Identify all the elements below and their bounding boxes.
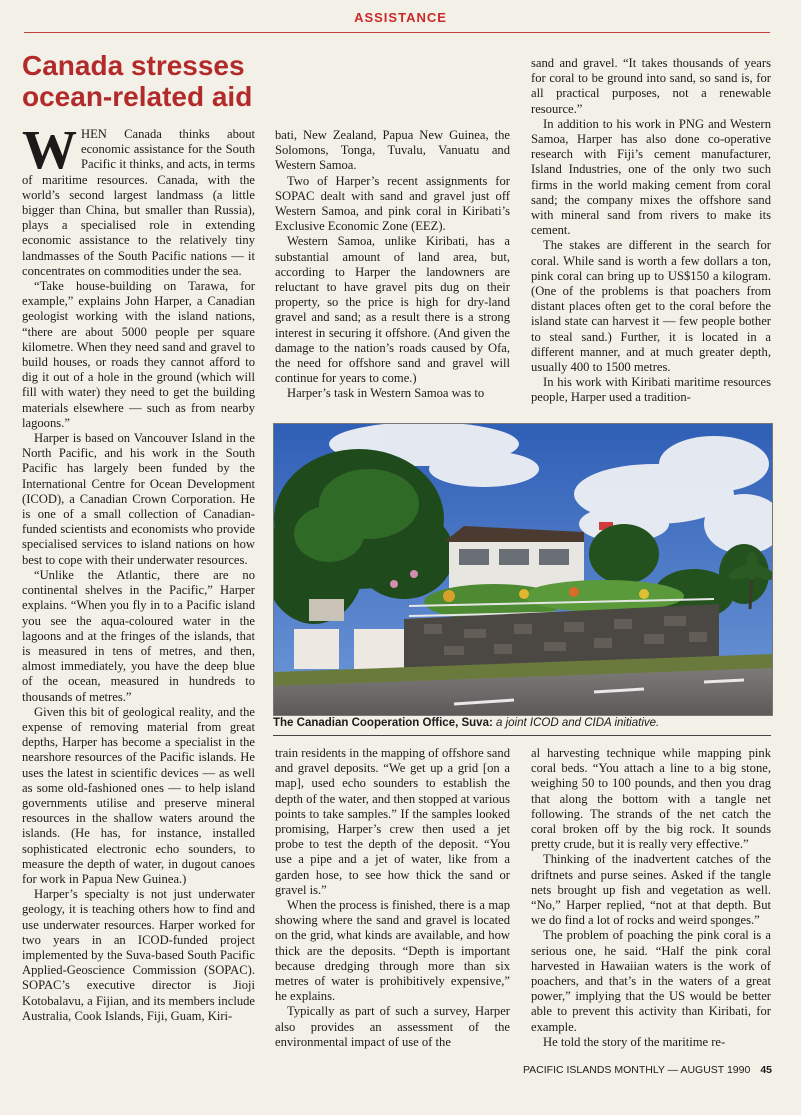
photo-caption — [273, 717, 771, 729]
page-footer — [522, 1064, 772, 1076]
paragraph: “Take house-building on Tarawa, for example,” explains John Harper, a Canadian geologist working with the island nations, “there are about 5000 people per square kilometre. When they need sand and gravel to build houses, or roads they cannot afford to dig it out of a hole in the ground (which will fill with water) they need to get the building materials elsewhere — such as from nearby lagoons.” — [22, 279, 255, 430]
caption-description: a joint ICOD and CIDA initiative. — [496, 717, 660, 729]
paragraph: Given this bit of geological reality, and the expense of removing material from great depths, Harper has become a specialist in the nearshore resources of the Pacific islands. He uses the latest in scientific devices — as well as some old-fashioned ones — to help island governments utilise and preserve mineral resources in the shallow waters around the islands. (He has, for instance, installed sophisticated electronic echo sounders, to measure the depth of water, in dugout canoes for work in Papua New Guinea.) — [22, 704, 255, 886]
article-column-3 — [531, 56, 771, 416]
paragraph: In addition to his work in PNG and Western Samoa, Harper has also done co-operative research with Fiji’s cement manufacturer, Island Industries, one of the only two such firms in the world making cement from coral sand; the company mixes the offshore sand with mineral sand from rivers to make its cement. — [531, 116, 771, 238]
paragraph: Typically as part of such a survey, Harper also provides an assessment of the environmental impact of use of the — [275, 1004, 510, 1049]
paragraph: Harper is based on Vancouver Island in the North Pacific, and his work in the South Pacific has largely been funded by the International Centre for Ocean Development (ICOD), a Canadian Crown Corporation. He is one of a small collection of Canadian-funded scientists and economists who provide specialised services to island nations on how best to cope with their underwater resources. — [22, 431, 255, 567]
paragraph: “Unlike the Atlantic, there are no continental shelves in the Pacific,” Harper explains. “When you fly in to a Pacific island you see the aqua-coloured water in the lagoons and at the fringes of the islands, that is measured in tens of metres, and then, almost immediately, you have the deep blue of the ocean, measured in hundreds to thousands of metres.” — [22, 567, 255, 704]
page-number: 45 — [760, 1064, 772, 1076]
article-column-2-continued — [275, 746, 510, 1062]
top-rule — [24, 32, 770, 33]
paragraph: Western Samoa, unlike Kiribati, has a substantial amount of land area, but, according to Harper the landowners are reluctant to have gravel pits dug on their property, so the price is high for dry-land gravel and sand; as a result there is a strong interest in securing it offshore. (And given the damage to the nation’s roads caused by Ofa, the need for offshore sand and gravel will continue for years to come.) — [275, 234, 510, 386]
paragraph: al harvesting technique while mapping pink coral beds. “You attach a line to a big stone, weighing 50 to 100 pounds, and then you drag that along the bottom with a tangle net following. The strands of the net catch the coral broken off by the big rock. It sounds pretty crude, but it is really very effective.” — [531, 746, 771, 852]
publication-name: PACIFIC ISLANDS MONTHLY — AUGUST 1990 — [522, 1064, 751, 1076]
paragraph: train residents in the mapping of offshore sand and gravel deposits. “We get up a grid [on a map], used echo sounders to establish the depth of the water, and then stopped at various points to take samples.” If the samples looked promising, Harper’s crew then used a jet probe to test the depth of the deposit. “You use a pipe and a jet of water, like from a garden hose, to see how thick the sand or gravel is.” — [275, 746, 510, 897]
caption-rule — [273, 735, 771, 736]
paragraph: The stakes are different in the search for coral. While sand is worth a few dollars a ton, pink coral can bring up to US$150 a kilogram. (One of the problems is that poachers from distant places often get to the coral before the island state can harvest it — few people bother to steal sand.) Further, it is located in a different manner, and at much greater depth, usually 400 to 1500 metres. — [531, 238, 771, 375]
caption-title: The Canadian Cooperation Office, Suva: — [273, 717, 493, 729]
paragraph — [22, 127, 255, 279]
section-label: ASSISTANCE — [354, 10, 447, 25]
paragraph: Harper’s specialty is not just underwater geology, it is teaching others how to find and use underwater resources. Harper worked for two years in an ICOD-funded project implemented by the Suva-based South Pacific Applied-Geoscience Commission (SOPAC). SOPAC’s executive director is Jioji Kotobalavu, a Fijian, and its members include Australia, Cook Islands, Fiji, Guam, Kiri- — [22, 887, 255, 1023]
paragraph: sand and gravel. “It takes thousands of years for coral to be ground into sand, so sand is, for all practical purposes, not a renewable resource.” — [531, 56, 771, 116]
paragraph: He told the story of the maritime re- — [543, 1034, 726, 1049]
paragraph: Two of Harper’s recent assignments for SOPAC dealt with sand and gravel just off Western Samoa, and pink coral in Kiribati’s Exclusive Economic Zone (EEZ). — [275, 173, 510, 234]
office-photo — [273, 423, 773, 716]
paragraph-text: HEN Canada thinks about economic assistance for the South Pacific it thinks, and acts, in terms of maritime resources. Canada, with the world’s second largest landmass (a little bigger than China, but smaller than Russia), plays a specialised role in extending economic assistance to the relatively tiny landmasses of the South Pacific nations — it concentrates on commodities under the sea. — [22, 127, 255, 278]
article-column-1 — [22, 127, 255, 1062]
paragraph: In his work with Kiribati maritime resources people, Harper used a tradition- — [531, 375, 771, 405]
drop-cap: W — [22, 127, 77, 180]
article-column-2 — [275, 128, 510, 415]
article-column-3-continued — [531, 746, 771, 1062]
paragraph: Thinking of the inadvertent catches of the driftnets and purse seines. Asked if the tangle nets brought up fish and vegetation as well. “No,” Harper replied, “not at that depth. But we do find a lot of rocks and weird sponges.” — [531, 852, 771, 928]
paragraph: Harper’s task in Western Samoa was to — [287, 386, 485, 401]
paragraph: When the process is finished, there is a map showing where the sand and gravel is located on the grid, what kinds are available, and how thick are the deposits. “Depth is important because dredging through more than six metres of water is prohibitively expensive,” he explains. — [275, 898, 510, 1004]
headline: Canada stresses ocean-related aid — [22, 50, 253, 112]
paragraph: bati, New Zealand, Papua New Guinea, the Solomons, Tonga, Tuvalu, Vanuatu and Western Samoa. — [275, 128, 510, 173]
paragraph: The problem of poaching the pink coral is a serious one, he said. “Half the pink coral harvested in Hawaiian waters is the work of poachers, and that’s in the waters of a great power,” implying that the US would be better able to prevent this activity than Kiribati, for example. — [531, 928, 771, 1034]
